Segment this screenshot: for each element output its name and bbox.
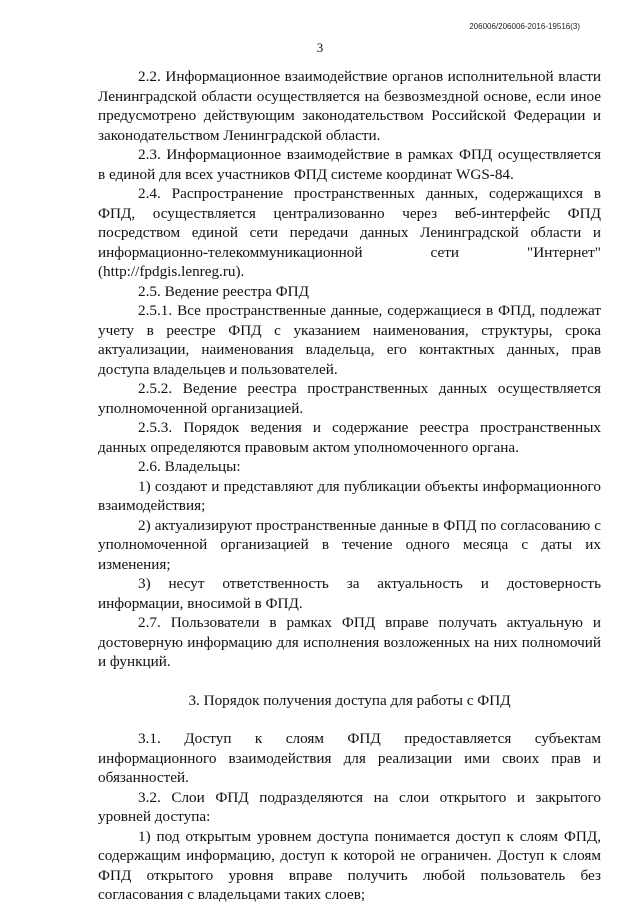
page-number: 3 xyxy=(316,40,324,55)
paragraph-2-7: 2.7. Пользователи в рамках ФПД вправе получать актуальную и достоверную информацию для исполнения возложенных на них полномочий и функций. xyxy=(98,614,601,670)
paragraph-3-2: 3.2. Слои ФПД подразделяются на слои открытого и закрытого уровней доступа: xyxy=(98,788,601,825)
list-item-2-6-1: 1) создают и представляют для публикации объекты информационного взаимодействия; xyxy=(98,477,601,514)
paragraph-2-4: 2.4. Распространение пространственных данных, содержащихся в ФПД, осуществляется централизованно через веб-интерфейс ФПД посредством единой сети передачи данных Ленинградской области и информационно-телекоммуникационной сети "Интернет" (http://fpdgis.lenreg.ru). xyxy=(98,185,601,280)
paragraph-2-5-2: 2.5.2. Ведение реестра пространственных данных осуществляется уполномоченной организацией. xyxy=(98,380,601,417)
section-heading: 3. Порядок получения доступа для работы с ФПД xyxy=(188,691,511,709)
paragraph-2-5: 2.5. Ведение реестра ФПД xyxy=(138,282,309,300)
list-item-2-6-3: 3) несут ответственность за актуальность и достоверность информации, вносимой в ФПД. xyxy=(98,575,601,612)
paragraph-2-3: 2.3. Информационное взаимодействие в рамках ФПД осуществляется в единой для всех участников ФПД системе координат WGS-84. xyxy=(98,146,601,183)
document-body xyxy=(98,67,601,905)
paragraph-2-6: 2.6. Владельцы: xyxy=(138,458,241,475)
paragraph-2-2: 2.2. Информационное взаимодействие органов исполнительной власти Ленинградской области осуществляется на безвозмездной основе, если иное предусмотрено действующим законодательством Российской Федерации и законодательством Ленинградской области. xyxy=(98,68,601,144)
paragraph-3-1: 3.1. Доступ к слоям ФПД предоставляется субъектам информационного взаимодействия для реализации ими своих прав и обязанностей. xyxy=(98,730,601,786)
paragraph-2-5-3: 2.5.3. Порядок ведения и содержание реестра пространственных данных определяются правовым актом уполномоченного органа. xyxy=(98,419,601,456)
paragraph-2-5-1: 2.5.1. Все пространственные данные, содержащиеся в ФПД, подлежат учету в реестре ФПД с указанием наименования, структуры, срока актуализации, наименования владельца, его контактных данных, прав доступа владельцев и пользователей. xyxy=(98,302,601,378)
list-item-3-2-1: 1) под открытым уровнем доступа понимается доступ к слоям ФПД, содержащим информацию, доступ к которой не ограничен. Доступ к слоям ФПД открытого уровня вправе получить любой пользователь без согласования с владельцами таких слоев; xyxy=(98,827,601,903)
document-id: 206006/206006-2016-19516(3) xyxy=(469,22,580,31)
list-item-2-6-2: 2) актуализируют пространственные данные в ФПД по согласованию с уполномоченной организацией в течение одного месяца с даты их изменения; xyxy=(98,516,601,573)
